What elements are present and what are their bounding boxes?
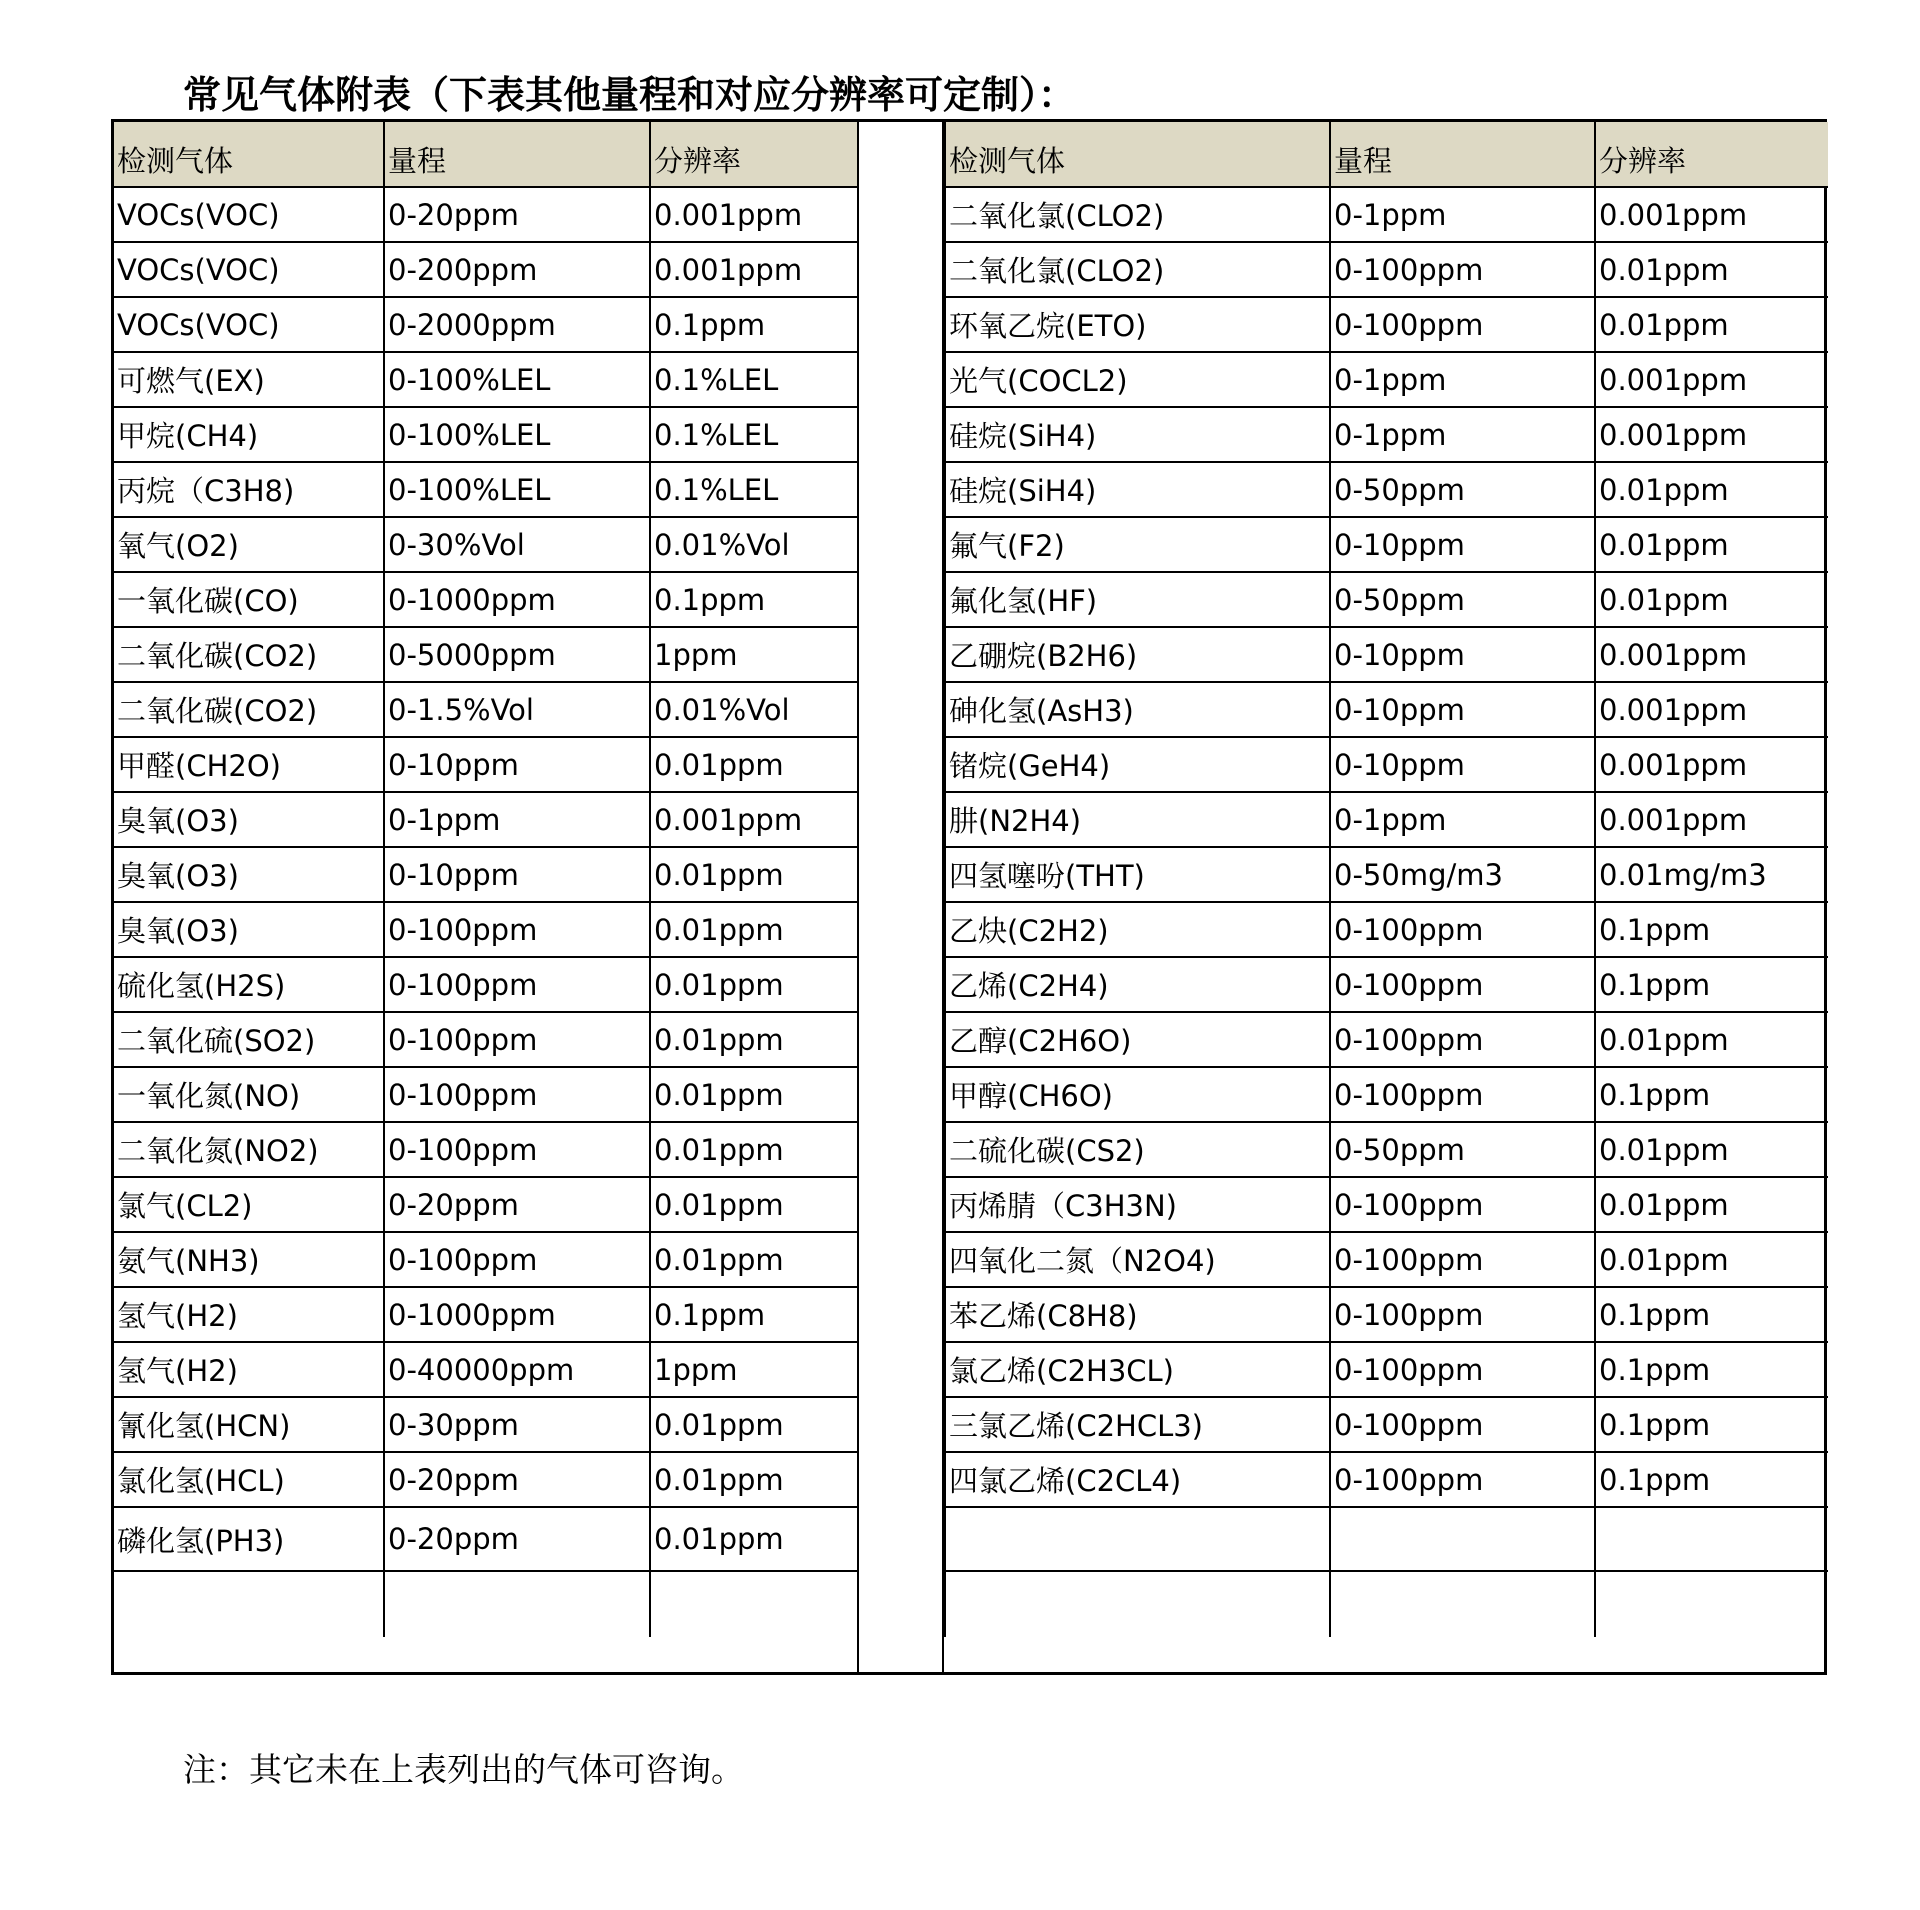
gas-name-cell: 苯乙烯(C8H8) [945, 1287, 1330, 1342]
range-cell: 0-1ppm [1330, 352, 1595, 407]
resolution-cell: 0.1ppm [650, 1287, 857, 1342]
gas-name-cell: 可燃气(EX) [114, 352, 384, 407]
resolution-cell: 1ppm [650, 1342, 857, 1397]
table-row [945, 1452, 1828, 1507]
range-cell: 0-20ppm [384, 1177, 650, 1232]
range-cell: 0-30ppm [384, 1397, 650, 1452]
table-row [114, 957, 857, 1012]
range-cell: 0-50ppm [1330, 462, 1595, 517]
table-row [945, 517, 1828, 572]
range-cell: 0-100%LEL [384, 462, 650, 517]
range-cell: 0-1000ppm [384, 1287, 650, 1342]
range-cell: 0-100ppm [1330, 1232, 1595, 1287]
gas-name-cell: 甲烷(CH4) [114, 407, 384, 462]
gas-name-cell: 氧气(O2) [114, 517, 384, 572]
gas-name-cell: 肼(N2H4) [945, 792, 1330, 847]
header-gas: 检测气体 [945, 122, 1330, 187]
resolution-cell: 0.01mg/m3 [1595, 847, 1828, 902]
range-cell: 0-100ppm [384, 957, 650, 1012]
resolution-cell: 0.01ppm [650, 1232, 857, 1287]
range-cell: 0-100%LEL [384, 407, 650, 462]
gas-table [111, 119, 1827, 1675]
range-cell: 0-100ppm [384, 1012, 650, 1067]
range-cell: 0-20ppm [384, 1452, 650, 1507]
gas-name-cell: 二硫化碳(CS2) [945, 1122, 1330, 1177]
range-cell: 0-100ppm [1330, 902, 1595, 957]
range-cell: 0-1ppm [1330, 407, 1595, 462]
gas-name-cell: 甲醛(CH2O) [114, 737, 384, 792]
table-row [114, 792, 857, 847]
resolution-cell: 0.001ppm [1595, 187, 1828, 242]
resolution-cell: 0.01ppm [1595, 1232, 1828, 1287]
range-cell: 0-100ppm [1330, 1452, 1595, 1507]
range-cell: 0-1ppm [1330, 187, 1595, 242]
gas-name-cell: 氯气(CL2) [114, 1177, 384, 1232]
gas-name-cell [114, 1571, 384, 1637]
range-cell: 0-1000ppm [384, 572, 650, 627]
resolution-cell: 0.01ppm [1595, 572, 1828, 627]
resolution-cell: 0.001ppm [1595, 737, 1828, 792]
range-cell [384, 1571, 650, 1637]
table-row [945, 407, 1828, 462]
table-row [114, 1397, 857, 1452]
resolution-cell: 0.1ppm [1595, 957, 1828, 1012]
range-cell: 0-50ppm [1330, 572, 1595, 627]
gas-name-cell: 氟化氢(HF) [945, 572, 1330, 627]
table-row [114, 1232, 857, 1287]
table-row [945, 1177, 1828, 1232]
table-header-row [114, 122, 857, 187]
resolution-cell: 0.01ppm [650, 902, 857, 957]
gas-name-cell: 丙烷（C3H8) [114, 462, 384, 517]
table-row [114, 902, 857, 957]
resolution-cell: 0.01ppm [1595, 297, 1828, 352]
resolution-cell: 0.001ppm [1595, 792, 1828, 847]
table-row [114, 1067, 857, 1122]
gas-name-cell: 三氯乙烯(C2HCL3) [945, 1397, 1330, 1452]
table-row [114, 462, 857, 517]
range-cell: 0-100ppm [1330, 1067, 1595, 1122]
range-cell: 0-200ppm [384, 242, 650, 297]
gas-name-cell: 二氧化氮(NO2) [114, 1122, 384, 1177]
resolution-cell: 0.1ppm [650, 572, 857, 627]
gas-name-cell: 氢气(H2) [114, 1287, 384, 1342]
gas-name-cell: 四氢噻吩(THT) [945, 847, 1330, 902]
table-row [945, 462, 1828, 517]
table-row [945, 682, 1828, 737]
range-cell: 0-10ppm [1330, 682, 1595, 737]
resolution-cell: 0.01ppm [650, 847, 857, 902]
table-row [114, 242, 857, 297]
gas-name-cell: 乙醇(C2H6O) [945, 1012, 1330, 1067]
resolution-cell [1595, 1507, 1828, 1571]
range-cell: 0-10ppm [1330, 627, 1595, 682]
gas-name-cell: 乙烯(C2H4) [945, 957, 1330, 1012]
range-cell: 0-2000ppm [384, 297, 650, 352]
gas-name-cell: 四氯乙烯(C2CL4) [945, 1452, 1330, 1507]
range-cell: 0-100ppm [1330, 1012, 1595, 1067]
table-row [945, 572, 1828, 627]
gas-table-left [114, 122, 857, 1637]
gas-name-cell: 砷化氢(AsH3) [945, 682, 1330, 737]
resolution-cell: 0.1ppm [1595, 1397, 1828, 1452]
resolution-cell: 0.001ppm [1595, 407, 1828, 462]
range-cell: 0-40000ppm [384, 1342, 650, 1397]
resolution-cell: 0.01ppm [1595, 1177, 1828, 1232]
table-row [114, 572, 857, 627]
gas-name-cell: 四氧化二氮（N2O4) [945, 1232, 1330, 1287]
gas-name-cell: 锗烷(GeH4) [945, 737, 1330, 792]
gas-name-cell: VOCs(VOC) [114, 242, 384, 297]
range-cell [1330, 1507, 1595, 1571]
table-row [114, 1452, 857, 1507]
resolution-cell: 0.1ppm [1595, 902, 1828, 957]
table-row [945, 1232, 1828, 1287]
resolution-cell: 0.001ppm [1595, 352, 1828, 407]
table-row [114, 737, 857, 792]
gas-name-cell: 硅烷(SiH4) [945, 462, 1330, 517]
table-row [114, 517, 857, 572]
table-header-row [945, 122, 1828, 187]
gas-table-right [944, 122, 1828, 1637]
gas-name-cell [945, 1571, 1330, 1637]
resolution-cell: 0.1ppm [1595, 1067, 1828, 1122]
range-cell: 0-100%LEL [384, 352, 650, 407]
range-cell: 0-10ppm [384, 847, 650, 902]
resolution-cell: 0.01ppm [650, 1122, 857, 1177]
range-cell: 0-100ppm [384, 1067, 650, 1122]
gas-name-cell: 环氧乙烷(ETO) [945, 297, 1330, 352]
gas-name-cell: VOCs(VOC) [114, 187, 384, 242]
range-cell: 0-20ppm [384, 1507, 650, 1571]
range-cell: 0-20ppm [384, 187, 650, 242]
gas-name-cell: 甲醇(CH6O) [945, 1067, 1330, 1122]
resolution-cell: 0.01%Vol [650, 517, 857, 572]
table-row [114, 627, 857, 682]
resolution-cell: 0.01ppm [650, 737, 857, 792]
table-gap [857, 122, 944, 1672]
range-cell: 0-100ppm [384, 902, 650, 957]
table-row [945, 1287, 1828, 1342]
gas-name-cell: 磷化氢(PH3) [114, 1507, 384, 1571]
table-row [945, 792, 1828, 847]
gas-name-cell: 二氧化碳(CO2) [114, 627, 384, 682]
gas-name-cell: 乙硼烷(B2H6) [945, 627, 1330, 682]
header-gas: 检测气体 [114, 122, 384, 187]
resolution-cell: 0.01%Vol [650, 682, 857, 737]
range-cell: 0-100ppm [1330, 1177, 1595, 1232]
gas-name-cell [945, 1507, 1330, 1571]
table-row [945, 1397, 1828, 1452]
gas-name-cell: 氯化氢(HCL) [114, 1452, 384, 1507]
range-cell: 0-30%Vol [384, 517, 650, 572]
resolution-cell: 0.01ppm [650, 1177, 857, 1232]
resolution-cell: 1ppm [650, 627, 857, 682]
resolution-cell [650, 1571, 857, 1637]
range-cell: 0-50mg/m3 [1330, 847, 1595, 902]
table-row [114, 1507, 857, 1571]
resolution-cell: 0.01ppm [650, 1012, 857, 1067]
table-row [114, 187, 857, 242]
range-cell: 0-5000ppm [384, 627, 650, 682]
range-cell: 0-1.5%Vol [384, 682, 650, 737]
page-title: 常见气体附表（下表其他量程和对应分辨率可定制）： [183, 73, 1077, 117]
table-row [114, 1122, 857, 1177]
header-range: 量程 [384, 122, 650, 187]
resolution-cell: 0.1ppm [650, 297, 857, 352]
gas-name-cell: 臭氧(O3) [114, 902, 384, 957]
gas-name-cell: 二氧化氯(CLO2) [945, 187, 1330, 242]
resolution-cell: 0.1%LEL [650, 352, 857, 407]
resolution-cell: 0.01ppm [1595, 517, 1828, 572]
table-row [945, 737, 1828, 792]
range-cell: 0-1ppm [384, 792, 650, 847]
resolution-cell: 0.01ppm [1595, 242, 1828, 297]
gas-name-cell: 二氧化氯(CLO2) [945, 242, 1330, 297]
header-range: 量程 [1330, 122, 1595, 187]
resolution-cell: 0.1ppm [1595, 1452, 1828, 1507]
resolution-cell: 0.01ppm [650, 1067, 857, 1122]
table-row [945, 187, 1828, 242]
gas-name-cell: 丙烯腈（C3H3N) [945, 1177, 1330, 1232]
table-row [945, 1571, 1828, 1637]
range-cell: 0-10ppm [384, 737, 650, 792]
header-resolution: 分辨率 [1595, 122, 1828, 187]
resolution-cell: 0.01ppm [1595, 1012, 1828, 1067]
gas-name-cell: 二氧化碳(CO2) [114, 682, 384, 737]
table-row [945, 1122, 1828, 1177]
resolution-cell: 0.01ppm [650, 1452, 857, 1507]
resolution-cell: 0.01ppm [1595, 462, 1828, 517]
gas-name-cell: 光气(COCL2) [945, 352, 1330, 407]
table-row [945, 297, 1828, 352]
table-row [114, 1571, 857, 1637]
range-cell: 0-50ppm [1330, 1122, 1595, 1177]
gas-name-cell: 氟气(F2) [945, 517, 1330, 572]
gas-name-cell: 二氧化硫(SO2) [114, 1012, 384, 1067]
table-row [114, 1287, 857, 1342]
range-cell: 0-100ppm [1330, 1397, 1595, 1452]
table-row [114, 297, 857, 352]
footnote: 注：其它未在上表列出的气体可咨询。 [183, 1750, 744, 1789]
table-row [114, 407, 857, 462]
gas-name-cell: 臭氧(O3) [114, 847, 384, 902]
table-row [945, 627, 1828, 682]
table-row [945, 1012, 1828, 1067]
gas-name-cell: 氯乙烯(C2H3CL) [945, 1342, 1330, 1397]
range-cell: 0-100ppm [384, 1122, 650, 1177]
table-row [945, 957, 1828, 1012]
header-resolution: 分辨率 [650, 122, 857, 187]
resolution-cell: 0.001ppm [1595, 627, 1828, 682]
table-row [114, 1012, 857, 1067]
resolution-cell [1595, 1571, 1828, 1637]
range-cell: 0-100ppm [1330, 297, 1595, 352]
resolution-cell: 0.001ppm [1595, 682, 1828, 737]
range-cell: 0-100ppm [384, 1232, 650, 1287]
resolution-cell: 0.1ppm [1595, 1342, 1828, 1397]
resolution-cell: 0.1%LEL [650, 407, 857, 462]
table-row [945, 1067, 1828, 1122]
range-cell: 0-10ppm [1330, 517, 1595, 572]
range-cell [1330, 1571, 1595, 1637]
resolution-cell: 0.001ppm [650, 792, 857, 847]
table-row [114, 847, 857, 902]
resolution-cell: 0.1ppm [1595, 1287, 1828, 1342]
resolution-cell: 0.01ppm [650, 1507, 857, 1571]
table-row [945, 847, 1828, 902]
resolution-cell: 0.01ppm [650, 1397, 857, 1452]
gas-name-cell: 氢气(H2) [114, 1342, 384, 1397]
range-cell: 0-100ppm [1330, 1342, 1595, 1397]
table-row [114, 352, 857, 407]
table-row [114, 1177, 857, 1232]
gas-name-cell: 硫化氢(H2S) [114, 957, 384, 1012]
table-row [945, 352, 1828, 407]
table-row [945, 1507, 1828, 1571]
gas-name-cell: 氨气(NH3) [114, 1232, 384, 1287]
range-cell: 0-100ppm [1330, 1287, 1595, 1342]
resolution-cell: 0.001ppm [650, 187, 857, 242]
gas-name-cell: 氰化氢(HCN) [114, 1397, 384, 1452]
gas-name-cell: 臭氧(O3) [114, 792, 384, 847]
range-cell: 0-100ppm [1330, 242, 1595, 297]
range-cell: 0-100ppm [1330, 957, 1595, 1012]
gas-name-cell: 硅烷(SiH4) [945, 407, 1330, 462]
gas-name-cell: 乙炔(C2H2) [945, 902, 1330, 957]
range-cell: 0-10ppm [1330, 737, 1595, 792]
table-row [945, 1342, 1828, 1397]
resolution-cell: 0.1%LEL [650, 462, 857, 517]
range-cell: 0-1ppm [1330, 792, 1595, 847]
table-row [114, 682, 857, 737]
gas-name-cell: VOCs(VOC) [114, 297, 384, 352]
resolution-cell: 0.01ppm [1595, 1122, 1828, 1177]
table-row [945, 902, 1828, 957]
resolution-cell: 0.001ppm [650, 242, 857, 297]
resolution-cell: 0.01ppm [650, 957, 857, 1012]
gas-name-cell: 一氧化碳(CO) [114, 572, 384, 627]
table-row [114, 1342, 857, 1397]
gas-name-cell: 一氧化氮(NO) [114, 1067, 384, 1122]
table-row [945, 242, 1828, 297]
